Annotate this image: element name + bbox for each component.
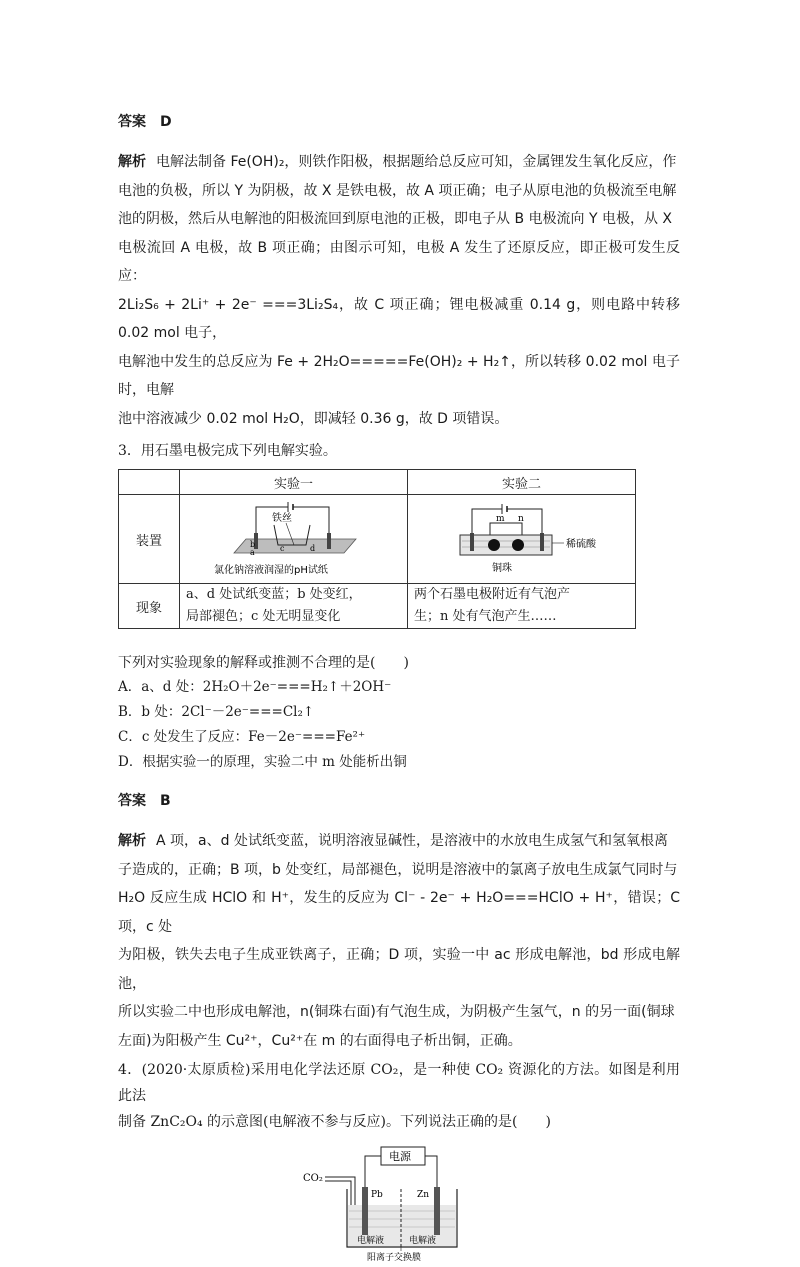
co2-label: CO₂ [303,1173,323,1184]
q4-figure [118,1143,680,1267]
analysis-line: 2Li₂S₆ + 2Li⁺ + 2e⁻ ===3Li₂S₄，故 C 项正确；锂电极减重 0.14 g，则电路中转移 0.02 mol 电子， [118,296,680,341]
answer-value: B [160,793,171,809]
analysis-line: 为阳极，铁失去电子生成亚铁离子，正确；D 项，实验一中 ac 形成电解池，bd 形成电解池， [118,947,680,992]
option-c: C．c 处发生了反应：Fe－2e⁻===Fe²⁺ [118,729,366,745]
label-d: d [309,544,315,553]
col-header-exp1: 实验一 [180,470,408,495]
exp1-diagram [194,495,394,579]
experiment-table [118,469,636,629]
q3-question: 下列对实验现象的解释或推测不合理的是( ) [118,655,409,671]
row-label-device: 装置 [119,495,180,584]
analysis-line: H₂O 反应生成 HClO 和 H⁺，发生的反应为 Cl⁻ - 2e⁻ + H₂O===HClO + H⁺，错误；C 项，c 处 [118,890,680,935]
pb-label: Pb [371,1190,383,1200]
electrolyte-left-label: 电解液 [357,1236,385,1246]
exp2-diagram [422,495,622,579]
page-content [118,96,680,1267]
analysis-line: 电池的负极，所以 Y 为阴极，故 X 是铁电极，故 A 项正确；电子从原电池的负极流至电解 [118,182,677,199]
electrolyte-right-label: 电解液 [409,1236,437,1246]
exp1-phenomenon: a、d 处试纸变蓝；b 处变红， 局部褪色；c 处无明显变化 [180,584,408,629]
q4-diagram [299,1143,499,1263]
label-c: c [279,544,284,553]
label-m: m [495,514,505,524]
exp2-figure-cell [408,495,636,584]
col-header-exp2: 实验二 [408,470,636,495]
analysis-line: 电解池中发生的总反应为 Fe + 2H₂O=====Fe(OH)₂ + H₂↑，所以转移 0.02 mol 电子时，电解 [118,353,680,398]
analysis-line: A 项，a、d 处试纸变蓝，说明溶液显碱性，是溶液中的水放电生成氢气和氢氧根离 [156,833,668,849]
q3-analysis [118,827,680,1055]
q3-answer [118,789,680,813]
wire-label: 铁丝 [271,513,292,524]
exp1-figure-cell [180,495,408,584]
label-b: b [249,540,255,549]
exp2-phenomenon: 两个石墨电极附近有气泡产 生；n 处有气泡产生…… [408,584,636,629]
analysis-label: 解析 [118,154,146,170]
analysis-line: 左面)为阳极产生 Cu²⁺，Cu²⁺在 m 的右面得电子析出铜，正确。 [118,1032,522,1049]
power-label: 电源 [389,1150,411,1163]
q2-answer [118,110,680,134]
label-n: n [517,514,524,524]
analysis-line: 电解法制备 Fe(OH)₂，则铁作阳极，根据题给总反应可知，金属锂发生氧化反应，作 [156,154,677,170]
label-a: a [249,548,255,557]
q2-analysis [118,148,680,433]
answer-value: D [160,114,172,130]
zn-label: Zn [417,1190,430,1200]
analysis-line: 电极流回 A 电极，故 B 项正确；由图示可知，电极 A 发生了还原反应，即正极可发生反应： [118,239,680,284]
answer-label: 答案 [118,114,146,130]
row-label-phenomenon: 现象 [119,584,180,629]
q4-stem: 4．(2020·太原质检)采用电化学法还原 CO₂，是一种使 CO₂ 资源化的方法。如图是利用此法 制备 ZnC₂O₄ 的示意图(电解液不参与反应)。下列说法正确的是( ) [118,1062,680,1130]
acid-label: 稀硫酸 [565,539,596,550]
option-b: B．b 处：2Cl⁻－2e⁻===Cl₂↑ [118,704,315,720]
analysis-line: 池的阴极，然后从电解池的阳极流回到原电池的正极，即电子从 B 电极流向 Y 电极，从 X [118,211,672,227]
bead-label: 铜珠 [491,563,512,574]
analysis-label: 解析 [118,833,146,849]
membrane-label: 阳离子交换膜 [367,1253,422,1263]
analysis-line: 所以实验二中也形成电解池，n(铜珠右面)有气泡生成，为阴极产生氢气，n 的另一面(铜球 [118,1004,675,1020]
option-a: A．a、d 处：2H₂O＋2e⁻===H₂↑＋2OH⁻ [118,679,392,695]
option-d: D．根据实验一的原理，实验二中 m 处能析出铜 [118,754,407,770]
paper-caption: 氯化钠溶液润湿的pH试纸 [213,565,328,576]
analysis-line: 池中溶液减少 0.02 mol H₂O，即减轻 0.36 g，故 D 项错误。 [118,410,509,427]
answer-label: 答案 [118,793,146,809]
q3-stem: 3．用石墨电极完成下列电解实验。 [118,443,337,459]
analysis-line: 子造成的，正确；B 项，b 处变红，局部褪色，说明是溶液中的氯离子放电生成氯气同时与 [118,861,678,878]
